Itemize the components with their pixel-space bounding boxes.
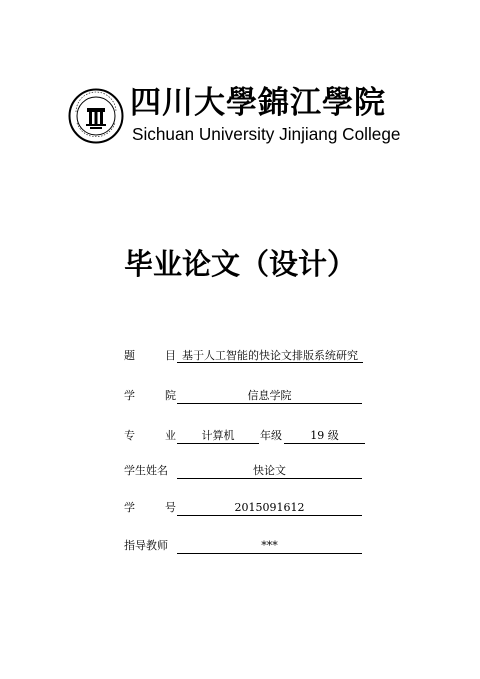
field-advisor-label: 指导教师 [124,539,168,552]
field-title-value: 基于人工智能的快论文排版系统研究 [177,345,363,363]
field-college-value: 信息学院 [177,385,362,404]
field-student-name [124,460,374,482]
field-student-id-label: 学 号 [124,501,176,514]
field-grade-label: 年级 [260,429,282,442]
field-advisor-value: *** [177,535,362,554]
field-student-name-label: 学生姓名 [124,464,168,477]
field-title [124,345,374,367]
field-student-id-value: 2015091612 [177,497,362,516]
university-seal-icon [68,88,124,144]
field-grade-value: 19 级 [284,425,365,444]
university-header [68,86,418,148]
field-major-label: 专 业 [124,429,176,442]
field-student-name-value: 快论文 [177,460,362,479]
field-major [124,425,374,447]
school-name-english: Sichuan University Jinjiang College [132,124,401,144]
field-college-label: 学 院 [124,389,176,402]
school-name-chinese: 四川大學錦江學院 [130,85,386,121]
field-college [124,385,374,407]
document-title: 毕业论文（设计） [123,247,356,281]
field-student-id [124,497,374,519]
field-advisor [124,535,374,557]
field-major-group [177,425,365,443]
field-major-value: 计算机 [177,425,259,444]
field-title-label: 题 目 [124,349,176,362]
